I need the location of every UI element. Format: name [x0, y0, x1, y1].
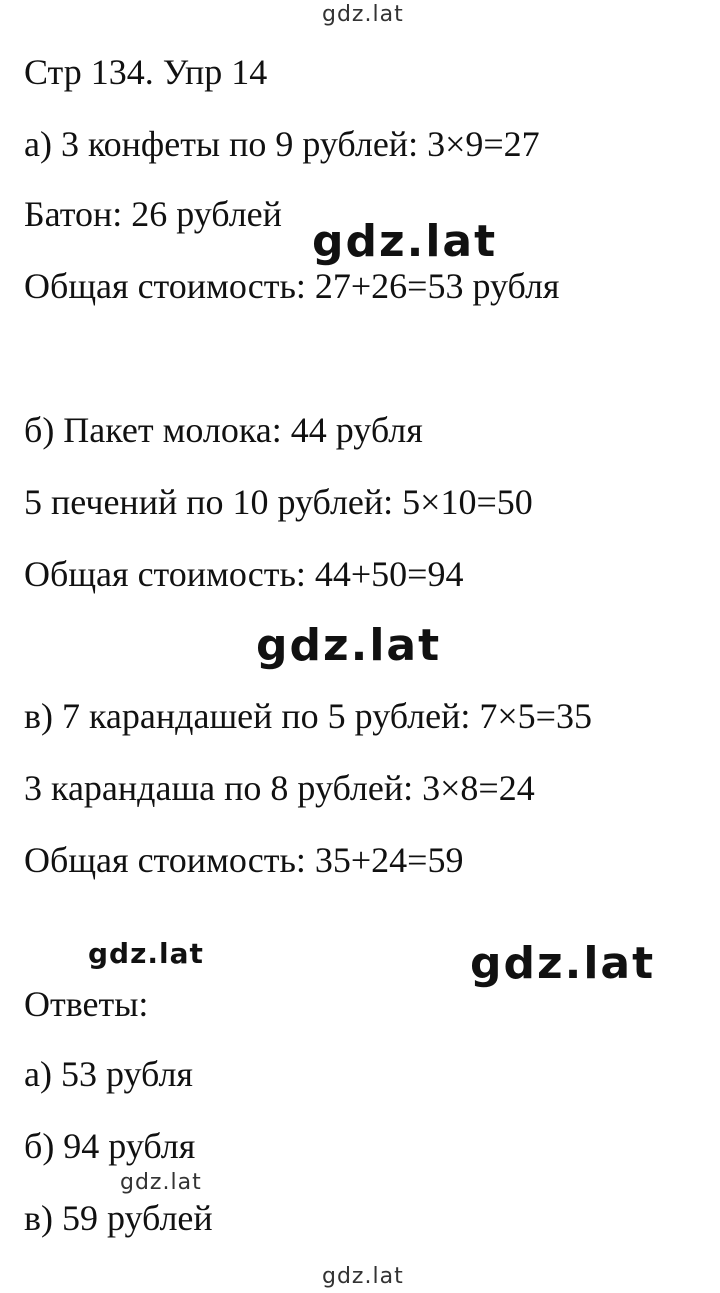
answers-title: Ответы: — [24, 984, 149, 1024]
solution-line: Общая стоимость: 27+26=53 рубля — [24, 266, 560, 306]
answer-line: б) 94 рубля — [24, 1126, 196, 1166]
solution-line: 5 печений по 10 рублей: 5×10=50 — [24, 482, 533, 522]
solution-line: в) 7 карандашей по 5 рублей: 7×5=35 — [24, 696, 592, 736]
watermark: gdz.lat — [312, 216, 498, 267]
solution-line: а) 3 конфеты по 9 рублей: 3×9=27 — [24, 124, 540, 164]
answer-line: в) 59 рублей — [24, 1198, 213, 1238]
page-heading: Стр 134. Упр 14 — [24, 52, 268, 92]
watermark: gdz.lat — [322, 2, 404, 27]
solution-line: б) Пакет молока: 44 рубля — [24, 410, 423, 450]
watermark: gdz.lat — [120, 1170, 202, 1195]
watermark: gdz.lat — [256, 620, 442, 671]
answer-line: а) 53 рубля — [24, 1054, 193, 1094]
watermark: gdz.lat — [322, 1264, 404, 1289]
solution-line: Общая стоимость: 35+24=59 — [24, 840, 464, 880]
watermark: gdz.lat — [88, 937, 204, 970]
solution-line: Батон: 26 рублей — [24, 194, 282, 234]
solution-line: Общая стоимость: 44+50=94 — [24, 554, 464, 594]
solution-line: 3 карандаша по 8 рублей: 3×8=24 — [24, 768, 535, 808]
watermark: gdz.lat — [470, 938, 656, 989]
